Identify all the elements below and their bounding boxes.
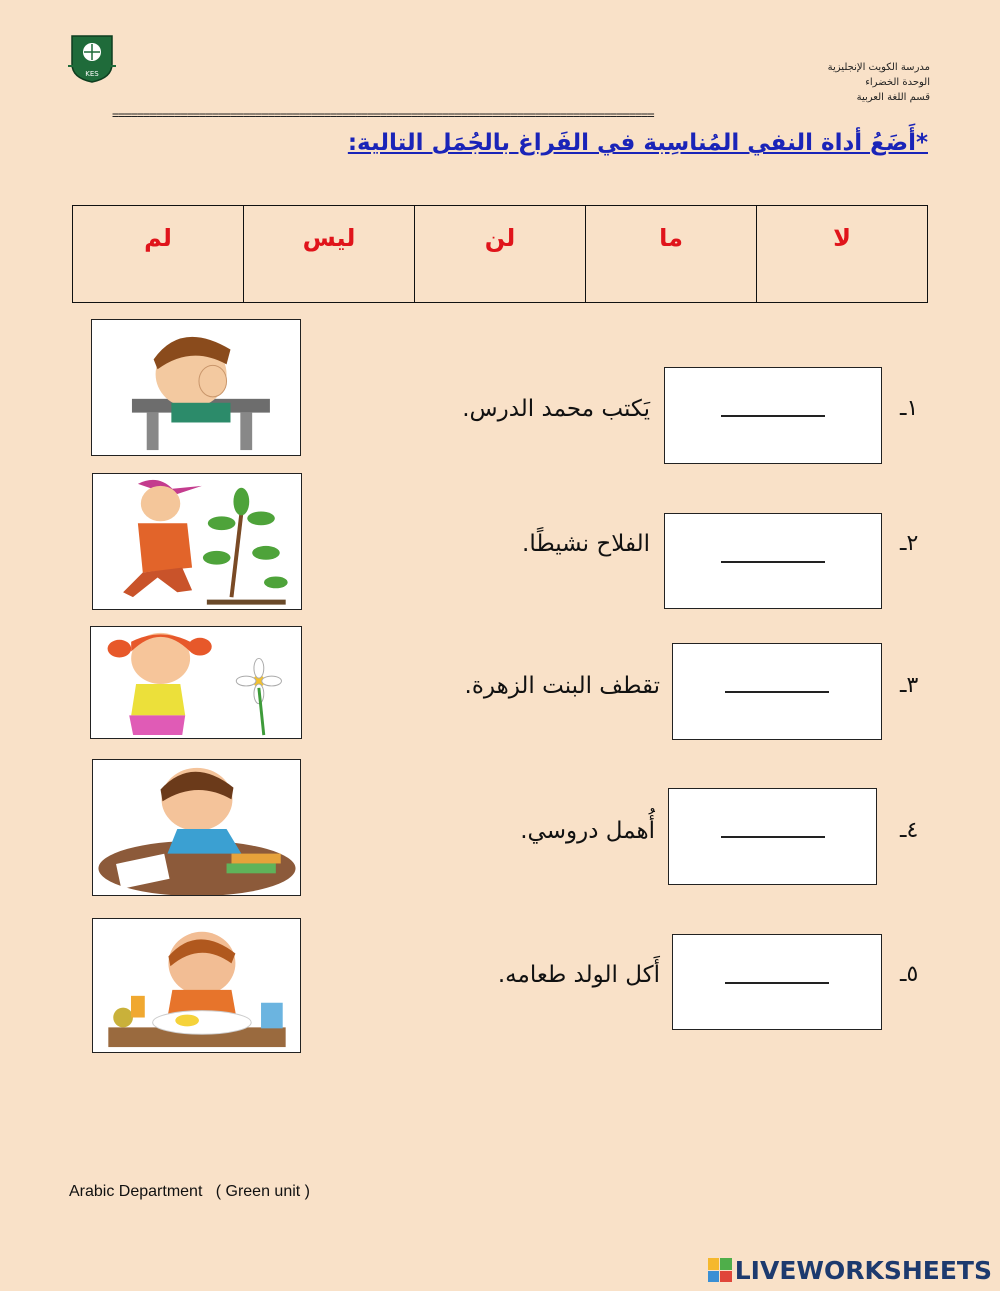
question-number: ٤ـ (900, 818, 919, 843)
question-sentence: يَكتب محمد الدرس. (462, 396, 650, 422)
word-bank-cell[interactable]: ليس (243, 206, 414, 302)
picture-girl-with-flower (90, 626, 302, 739)
picture-boy-studying (92, 759, 301, 896)
word-bank-cell[interactable]: لا (756, 206, 927, 302)
liveworksheets-brand[interactable] (708, 1255, 992, 1285)
footer-text: Arabic Department ( Green unit ) (69, 1183, 310, 1200)
answer-box[interactable] (672, 934, 882, 1030)
word-bank-cell[interactable]: ما (585, 206, 756, 302)
school-name: مدرسة الكويت الإنجليزية (827, 62, 930, 73)
logo-text: KES (85, 70, 99, 78)
question-sentence: الفلاح نشيطًا. (522, 531, 650, 557)
answer-box[interactable] (668, 788, 877, 885)
answer-box[interactable] (672, 643, 882, 740)
answer-blank (721, 415, 825, 417)
school-header (710, 60, 930, 105)
liveworksheets-logo-icon (708, 1258, 732, 1282)
question-number: ١ـ (900, 396, 919, 421)
answer-blank (725, 691, 829, 693)
word-bank-cell[interactable]: لم (144, 224, 172, 252)
question-sentence: أَكل الولد طعامه. (497, 962, 660, 988)
picture-boy-crying-at-desk (91, 319, 301, 456)
school-unit: الوحدة الخضراء (865, 77, 930, 88)
word-bank-cell[interactable]: لن (414, 206, 585, 302)
instruction-title: *أَضَعُ أداة النفي المُناسِبة في الفَراغ بالجُمَل التالية: (347, 130, 928, 156)
picture-farmer-planting (92, 473, 302, 610)
picture-boy-not-eating (92, 918, 301, 1053)
word-bank-table (72, 205, 928, 303)
divider-line: ======================================================================================= (112, 108, 654, 122)
answer-box[interactable] (664, 513, 882, 609)
answer-box[interactable] (664, 367, 882, 464)
brand-name: LIVEWORKSHEETS (734, 1255, 992, 1285)
school-logo (68, 32, 116, 84)
question-sentence: تقطف البنت الزهرة. (464, 673, 660, 699)
question-number: ٢ـ (900, 531, 919, 556)
answer-blank (725, 982, 829, 984)
answer-blank (721, 836, 825, 838)
question-number: ٥ـ (900, 962, 919, 987)
answer-blank (721, 561, 825, 563)
question-number: ٣ـ (900, 673, 919, 698)
school-department: قسم اللغة العربية (856, 92, 930, 103)
question-sentence: أُهمل دروسي. (520, 818, 655, 844)
